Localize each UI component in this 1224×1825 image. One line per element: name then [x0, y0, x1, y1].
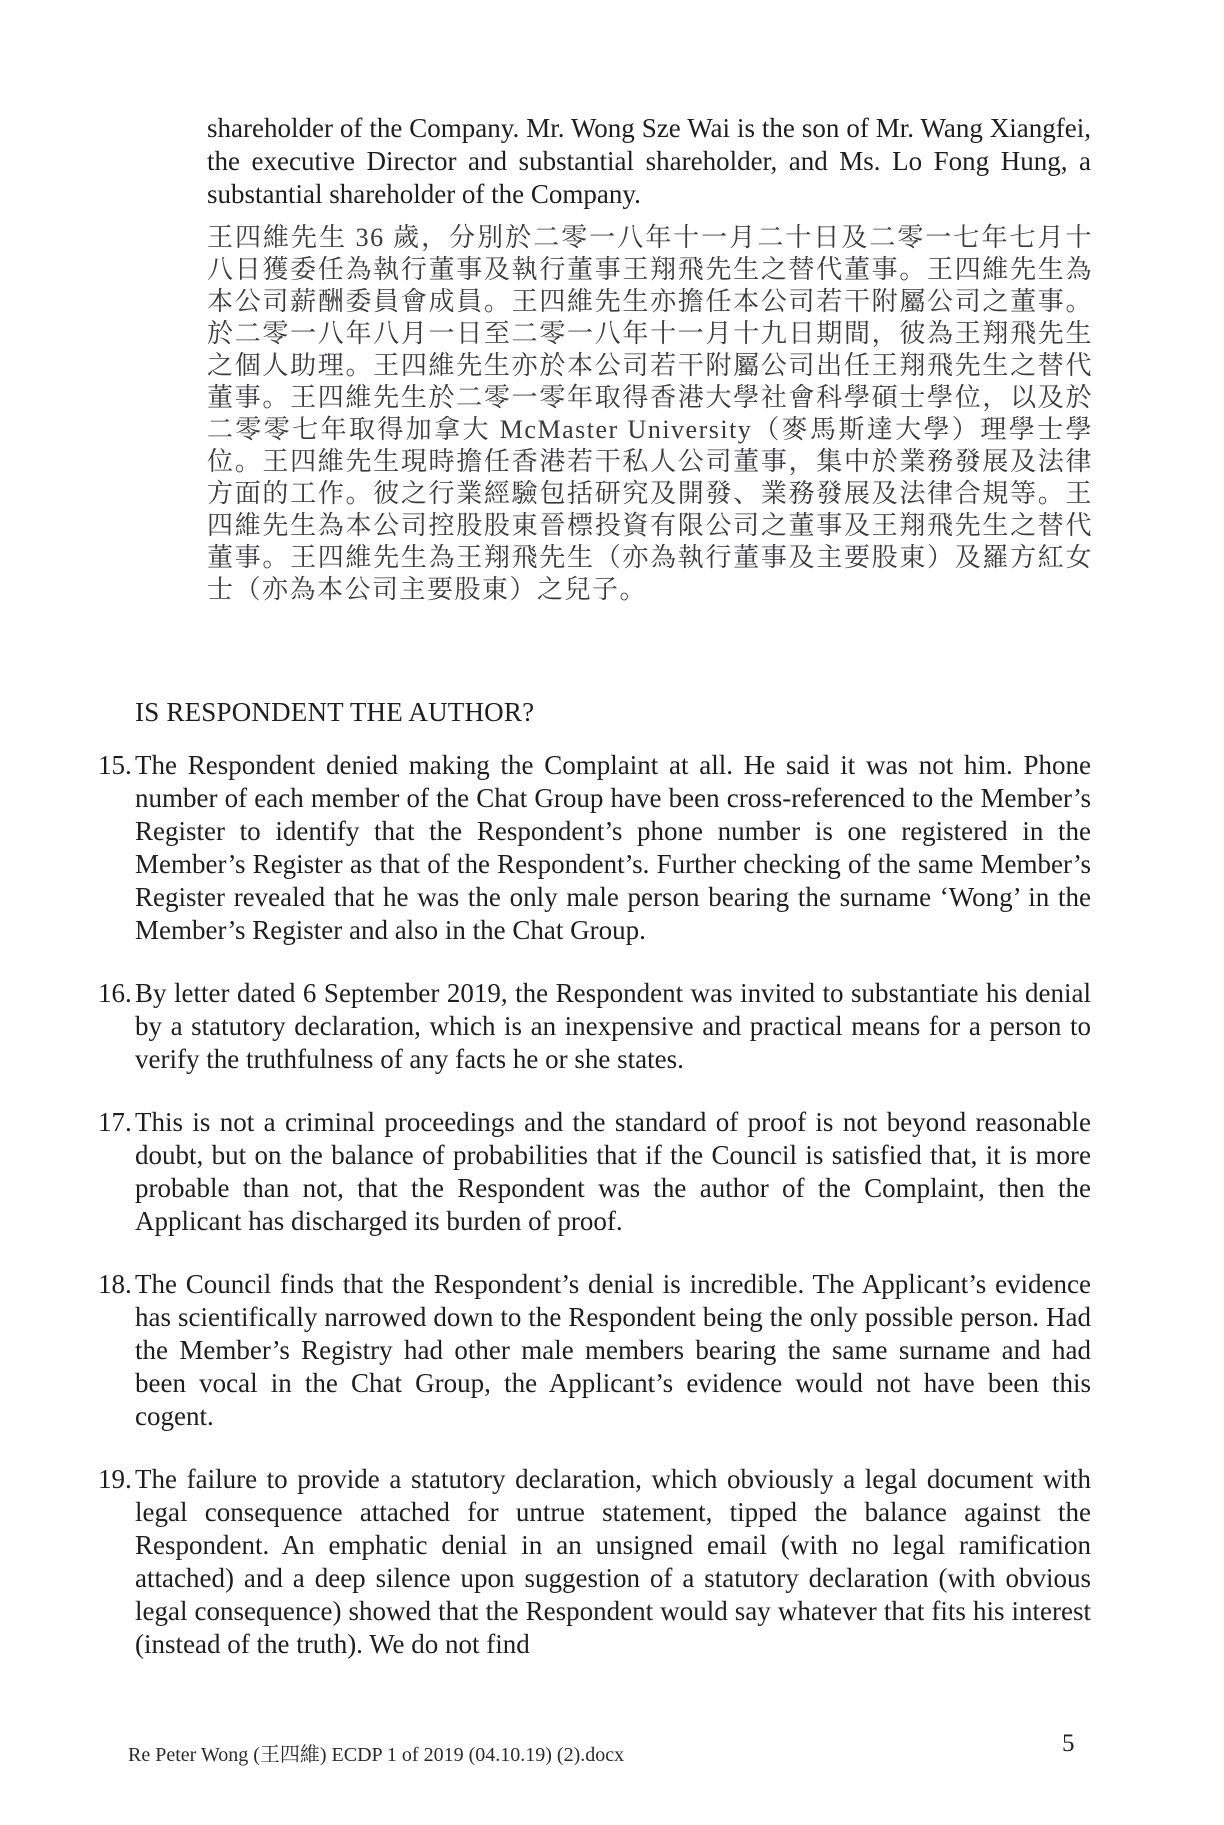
paragraph-number: 17. [98, 1107, 132, 1137]
section-heading: IS RESPONDENT THE AUTHOR? [135, 697, 535, 727]
numbered-paragraph [98, 749, 1091, 947]
paragraph-number: 15. [98, 750, 132, 780]
paragraph-text: The failure to provide a statutory declaration, which obviously a legal document with legal consequence attached for untrue statement, tipped the balance against the Respondent. An emphatic denial in an unsigned email (with no legal ramification attached) and a deep silence upon suggestion of a statutory declaration (with obvious legal consequence) showed that the Respondent would say whatever that fits his interest (instead of the truth). We do not find [135, 1464, 1091, 1659]
numbered-paragraph [98, 1463, 1091, 1661]
paragraph-number: 18. [98, 1269, 132, 1299]
paragraph-number: 16. [98, 978, 132, 1008]
paragraph-text: The Council finds that the Respondent’s denial is incredible. The Applicant’s evidence has scientifically narrowed down to the Respondent being the only possible person. Had the Member’s Registry had other male members bearing the same surname and had been vocal in the Chat Group, the Applicant’s evidence would not have been this cogent. [135, 1269, 1091, 1431]
paragraph-text: The Respondent denied making the Complaint at all. He said it was not him. Phone number of each member of the Chat Group have been cross-referenced to the Member’s Register to identify that the Respondent’s phone number is one registered in the Member’s Register as that of the Respondent’s. Further checking of the same Member’s Register revealed that he was the only male person bearing the surname ‘Wong’ in the Member’s Register and also in the Chat Group. [135, 750, 1091, 945]
numbered-paragraph [98, 1106, 1091, 1238]
chinese-biography-paragraph: 王四維先生 36 歲，分別於二零一八年十一月二十日及二零一七年七月十八日獲委任為執行董事及執行董事王翔飛先生之替代董事。王四維先生為本公司薪酬委員會成員。王四維先生亦擔任本公司若干附屬公司之董事。於二零一八年八月一日至二零一八年十一月十九日期間，彼為王翔飛先生之個人助理。王四維先生亦於本公司若干附屬公司出任王翔飛先生之替代董事。王四維先生於二零一零年取得香港大學社會科學碩士學位，以及於二零零七年取得加拿大 McMaster University（麥馬斯達大學）理學士學位。王四維先生現時擔任香港若干私人公司董事，集中於業務發展及法律方面的工作。彼之行業經驗包括研究及開發、業務發展及法律合規等。王四維先生為本公司控股股東晉標投資有限公司之董事及王翔飛先生之替代董事。王四維先生為王翔飛先生（亦為執行董事及主要股東）及羅方紅女士（亦為本公司主要股東）之兒子。 [207, 223, 1093, 604]
numbered-paragraph [98, 1268, 1091, 1433]
paragraph-number: 19. [98, 1464, 132, 1494]
page-number: 5 [1062, 1730, 1075, 1757]
paragraph-text: By letter dated 6 September 2019, the Respondent was invited to substantiate his denial by a statutory declaration, which is an inexpensive and practical means for a person to verify the truthfulness of any facts he or she states. [135, 978, 1091, 1074]
intro-paragraph: shareholder of the Company. Mr. Wong Sze Wai is the son of Mr. Wang Xiangfei, the executive Director and substantial shareholder, and Ms. Lo Fong Hung, a substantial shareholder of the Company. [207, 113, 1091, 209]
footer-filename: Re Peter Wong (王四維) ECDP 1 of 2019 (04.10.19) (2).docx [128, 1744, 625, 1766]
numbered-paragraph-list [98, 749, 1091, 1691]
numbered-paragraph [98, 977, 1091, 1076]
paragraph-text: This is not a criminal proceedings and the standard of proof is not beyond reasonable doubt, but on the balance of probabilities that if the Council is satisfied that, it is more probable than not, that the Respondent was the author of the Complaint, then the Applicant has discharged its burden of proof. [135, 1107, 1091, 1236]
